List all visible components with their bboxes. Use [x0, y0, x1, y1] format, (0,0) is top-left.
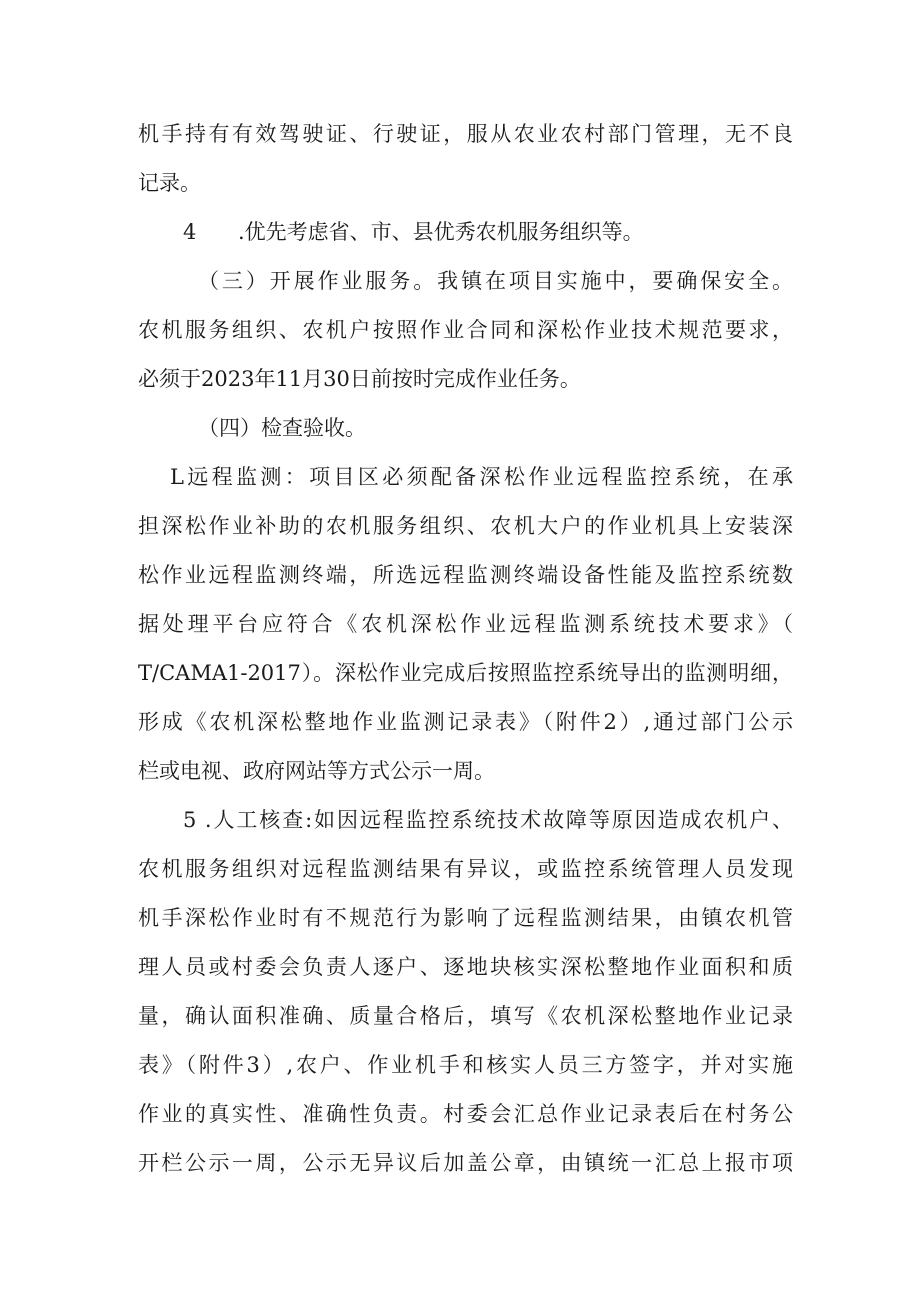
body-text-line: 据处理平台应符合《农机深松作业远程监测系统技术要求》（ — [138, 612, 793, 636]
body-text-line: 担深松作业补助的农机服务组织、农机大户的作业机具上安装深 — [138, 514, 793, 538]
body-text-line: 必须于2023年11月30日前按时完成作业任务。 — [138, 367, 581, 391]
numbered-item-4 — [183, 217, 644, 247]
section-heading-3: （三）开展作业服务。我镇在项目实施中，要确保安全。 — [198, 269, 793, 293]
body-text-line: 5 .人工核查:如因远程监控系统技术故障等原因造成农机户、 — [183, 808, 793, 832]
body-text-line: 开栏公示一周，公示无异议后加盖公章，由镇统一汇总上报市项 — [138, 1151, 793, 1175]
body-text-line: 松作业远程监测终端，所选远程监测终端设备性能及监控系统数 — [138, 563, 793, 587]
body-text-line: 机手深松作业时有不规范行为影响了远程监测结果，由镇农机管 — [138, 906, 793, 930]
section-heading-4: （四）检查验收。 — [198, 416, 366, 440]
body-text-line: 形成《农机深松整地作业监测记录表》（附件2）,通过部门公示 — [138, 710, 793, 734]
body-text-line: T/CAMA1-2017）。深松作业完成后按照监控系统导出的监测明细， — [138, 661, 793, 685]
body-text-line: 农机服务组织对远程监测结果有异议，或监控系统管理人员发现 — [138, 857, 793, 881]
body-text-line: 机手持有有效驾驶证、行驶证，服从农业农村部门管理，无不良 — [138, 122, 793, 146]
body-text-line: 作业的真实性、准确性负责。村委会汇总作业记录表后在村务公 — [138, 1102, 793, 1126]
body-text-line: L远程监测：项目区必须配备深松作业远程监控系统，在承 — [170, 465, 793, 489]
body-text-line: 理人员或村委会负责人逐户、逐地块核实深松整地作业面积和质 — [138, 955, 793, 979]
body-text-line: 农机服务组织、农机户按照作业合同和深松作业技术规范要求， — [138, 318, 793, 342]
item-number: 4 — [183, 220, 197, 244]
body-text-line: 量，确认面积准确、质量合格后，填写《农机深松整地作业记录 — [138, 1004, 793, 1028]
body-text-line: 记录。 — [138, 171, 201, 195]
body-text-line: 表》（附件3）,农户、作业机手和核实人员三方签字，并对实施 — [138, 1053, 793, 1077]
item-text: .优先考虑省、市、县优秀农机服务组织等。 — [238, 220, 644, 244]
body-text-line: 栏或电视、政府网站等方式公示一周。 — [138, 759, 495, 783]
